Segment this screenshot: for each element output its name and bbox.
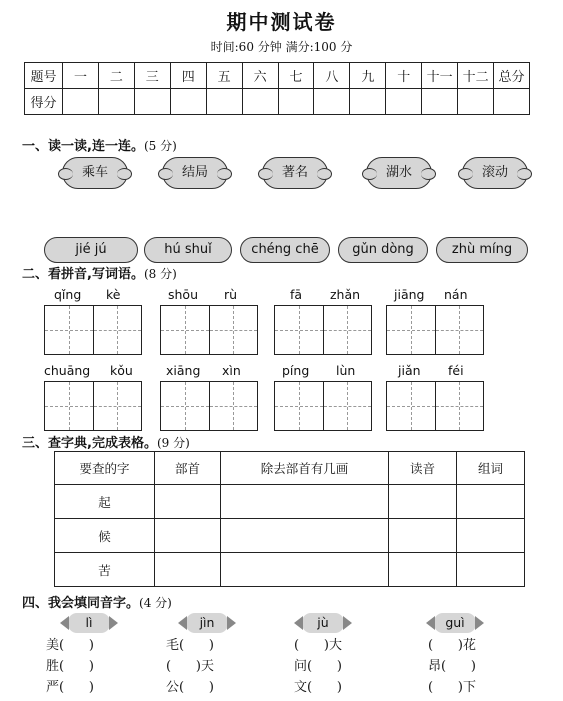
pinyin-syllable: fā: [290, 287, 303, 302]
score-table: [24, 62, 530, 115]
answer-cell[interactable]: [221, 553, 389, 587]
pinyin-candy-label: jù: [302, 613, 344, 633]
section3-heading: [22, 432, 190, 451]
fill-blank-item[interactable]: 美( ): [46, 638, 94, 653]
answer-cell[interactable]: [457, 553, 525, 587]
score-header-cell: 八: [314, 63, 350, 89]
pinyin-syllable: xiāng: [166, 363, 201, 378]
lookup-char: 候: [55, 519, 155, 553]
dictionary-header-cell: 部首: [155, 452, 221, 485]
pinyin-syllable: nán: [444, 287, 468, 302]
writing-grid[interactable]: [386, 381, 484, 431]
score-cell[interactable]: [278, 89, 314, 115]
pinyin-pill[interactable]: hú shuǐ: [144, 237, 232, 263]
pinyin-pill[interactable]: zhù míng: [436, 237, 528, 263]
dictionary-table: [54, 451, 525, 587]
score-header-cell: 十一: [422, 63, 458, 89]
writing-grid[interactable]: [160, 381, 258, 431]
word-cloud[interactable]: 结局: [162, 157, 228, 189]
pinyin-syllable: qǐng: [54, 287, 82, 302]
pinyin-syllable: kè: [106, 287, 121, 302]
dictionary-header-cell: 读音: [389, 452, 457, 485]
writing-grid[interactable]: [274, 381, 372, 431]
word-cloud[interactable]: 乘车: [62, 157, 128, 189]
pinyin-syllable: féi: [448, 363, 464, 378]
score-row-label: 得分: [25, 89, 63, 115]
score-header-cell: 十二: [458, 63, 494, 89]
pinyin-syllable: píng: [282, 363, 310, 378]
answer-cell[interactable]: [457, 519, 525, 553]
fill-blank-item[interactable]: 问( ): [294, 659, 342, 674]
score-cell[interactable]: [98, 89, 134, 115]
section4-points: (4 分): [139, 596, 172, 610]
score-cell[interactable]: [494, 89, 530, 115]
score-cell[interactable]: [170, 89, 206, 115]
word-cloud[interactable]: 滚动: [462, 157, 528, 189]
answer-cell[interactable]: [155, 553, 221, 587]
pinyin-syllable: xìn: [222, 363, 241, 378]
pinyin-pill[interactable]: jié jú: [44, 237, 138, 263]
score-header-cell: 六: [242, 63, 278, 89]
answer-cell[interactable]: [389, 519, 457, 553]
score-cell[interactable]: [386, 89, 422, 115]
score-table-score-row: [25, 89, 530, 115]
fill-blank-item[interactable]: ( )花: [428, 638, 476, 653]
pinyin-syllable: shōu: [168, 287, 199, 302]
fill-blank-item[interactable]: 公( ): [166, 680, 214, 695]
pinyin-candy-label: jìn: [186, 613, 228, 633]
score-header-cell: 九: [350, 63, 386, 89]
score-header-cell: 总分: [494, 63, 530, 89]
section4-heading: [22, 592, 172, 611]
dictionary-header-cell: 组词: [457, 452, 525, 485]
score-header-cell: 七: [278, 63, 314, 89]
score-cell[interactable]: [63, 89, 99, 115]
lookup-char: 起: [55, 485, 155, 519]
table-row: [55, 519, 525, 553]
pinyin-syllable: lùn: [336, 363, 356, 378]
answer-cell[interactable]: [221, 519, 389, 553]
section3-points: (9 分): [156, 436, 190, 450]
fill-blank-item[interactable]: 文( ): [294, 680, 342, 695]
score-cell[interactable]: [314, 89, 350, 115]
writing-grid[interactable]: [274, 305, 372, 355]
word-cloud[interactable]: 湖水: [366, 157, 432, 189]
score-header-cell: 三: [134, 63, 170, 89]
fill-blank-item[interactable]: 胜( ): [46, 659, 94, 674]
score-cell[interactable]: [242, 89, 278, 115]
answer-cell[interactable]: [457, 485, 525, 519]
writing-grid[interactable]: [160, 305, 258, 355]
answer-cell[interactable]: [389, 553, 457, 587]
score-cell[interactable]: [134, 89, 170, 115]
exam-info: 时间:60 分钟 满分:100 分: [210, 40, 353, 54]
answer-cell[interactable]: [155, 519, 221, 553]
pinyin-pill[interactable]: chéng chē: [240, 237, 330, 263]
score-header-cell: 十: [386, 63, 422, 89]
pinyin-candy-label: lì: [68, 613, 110, 633]
table-row: [55, 485, 525, 519]
writing-grid[interactable]: [44, 305, 142, 355]
score-cell[interactable]: [458, 89, 494, 115]
score-cell[interactable]: [350, 89, 386, 115]
section2-heading: [22, 263, 177, 282]
score-header-cell: 题号: [25, 63, 63, 89]
section4-title: 四、我会填同音字。: [22, 596, 140, 611]
section3-title: 三、查字典,完成表格。: [22, 436, 157, 451]
writing-grid[interactable]: [44, 381, 142, 431]
dictionary-header-cell: 除去部首有几画: [221, 452, 389, 485]
score-header-cell: 一: [63, 63, 99, 89]
writing-grid[interactable]: [386, 305, 484, 355]
lookup-char: 苦: [55, 553, 155, 587]
section1-points: (5 分): [143, 139, 177, 153]
pinyin-candy-label: guì: [434, 613, 476, 633]
score-header-cell: 二: [98, 63, 134, 89]
fill-blank-item[interactable]: 昂( ): [428, 659, 476, 674]
section1-title: 一、读一读,连一连。: [22, 139, 144, 154]
answer-cell[interactable]: [155, 485, 221, 519]
pinyin-syllable: jiāng: [394, 287, 425, 302]
pinyin-pill[interactable]: gǔn dòng: [338, 237, 428, 263]
section1-heading: [22, 135, 177, 154]
page-title: 期中测试卷: [226, 10, 337, 34]
answer-cell[interactable]: [221, 485, 389, 519]
fill-blank-item[interactable]: 严( ): [46, 680, 94, 695]
section2-points: (8 分): [143, 267, 177, 281]
fill-blank-item[interactable]: 毛( ): [166, 638, 214, 653]
dictionary-header-cell: 要查的字: [55, 452, 155, 485]
pinyin-syllable: chuāng: [44, 363, 91, 378]
score-table-header-row: [25, 63, 530, 89]
dictionary-header-row: [55, 452, 525, 485]
score-cell[interactable]: [422, 89, 458, 115]
pinyin-syllable: rù: [224, 287, 238, 302]
fill-blank-item[interactable]: ( )下: [428, 680, 476, 695]
fill-blank-item[interactable]: ( )大: [294, 638, 342, 653]
pinyin-syllable: jiǎn: [398, 363, 421, 378]
section2-title: 二、看拼音,写词语。: [22, 267, 144, 282]
word-cloud[interactable]: 著名: [262, 157, 328, 189]
pinyin-syllable: kǒu: [110, 363, 133, 378]
score-header-cell: 五: [206, 63, 242, 89]
pinyin-syllable: zhǎn: [330, 287, 361, 302]
score-header-cell: 四: [170, 63, 206, 89]
score-cell[interactable]: [206, 89, 242, 115]
fill-blank-item[interactable]: ( )天: [166, 659, 214, 674]
answer-cell[interactable]: [389, 485, 457, 519]
table-row: [55, 553, 525, 587]
